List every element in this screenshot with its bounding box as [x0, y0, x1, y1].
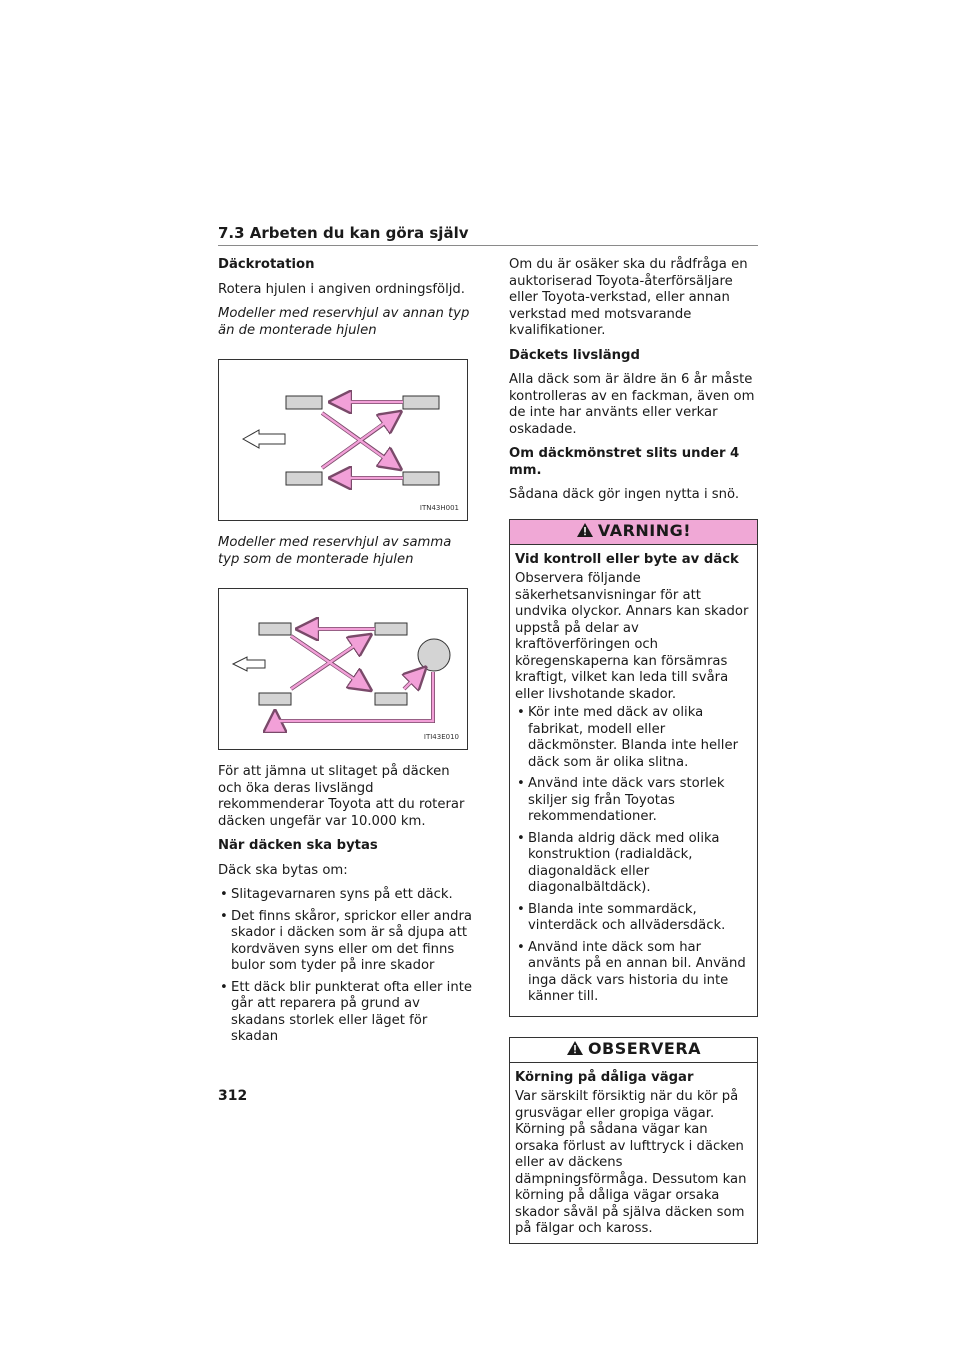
spare-tire-icon: [418, 639, 450, 671]
list-item: • Använd inte däck vars storlek skiljer sig från Toyotas rekommendationer.: [515, 776, 752, 826]
list-item: • Kör inte med däck av olika fabrikat, modell eller däckmönster. Blanda inte heller däck som är olika slitna.: [515, 705, 752, 771]
replace-list: [218, 887, 472, 1046]
rotation-diagram-2: [218, 588, 468, 750]
para-unsure: Om du är osäker ska du rådfråga en auktoriserad Toyota-återförsäljare eller Toyota-verkstad, eller annan verkstad med motsvarande kvalifikationer.: [509, 257, 748, 338]
tire-rear-left: [259, 693, 291, 705]
para-tire-life: Alla däck som är äldre än 6 år måste kontrolleras av en fackman, även om de inte har använts eller verkar oskadade.: [509, 372, 755, 437]
caption-same-spare: Modeller med reservhjul av samma typ som de monterade hjulen: [218, 535, 452, 567]
list-item: • Blanda aldrig däck med olika konstruktion (radialdäck, diagonaldäck eller diagonalbältdäck).: [515, 831, 752, 897]
section-header: 7.3 Arbeten du kan göra själv: [218, 224, 469, 242]
heading-tire-rotation: Däckrotation: [218, 257, 315, 272]
heading-tread: Om däckmönstret slits under 4 mm.: [509, 446, 740, 478]
note-title: OBSERVERA: [587, 1039, 702, 1059]
direction-arrow-icon: [243, 430, 285, 448]
section-divider: [218, 245, 758, 246]
warning-body: [510, 545, 757, 1016]
tire-front-right: [403, 396, 439, 409]
left-column: [218, 257, 472, 1054]
tire-front-left: [259, 623, 291, 635]
list-item: • Ett däck blir punkterat ofta eller inte går att reparera på grund av skadans storlek eller läget för skadan: [218, 980, 472, 1046]
heading-when-replace: När däcken ska bytas: [218, 838, 378, 853]
tire-rear-right: [375, 693, 407, 705]
warning-list: [515, 705, 752, 1006]
caption-different-spare: Modeller med reservhjul av annan typ än de monterade hjulen: [218, 306, 470, 338]
warning-box: [509, 519, 758, 1017]
list-item: • Det finns skåror, sprickor eller andra skador i däcken som är så djupa att kordväven syns eller om det finns bulor som tyder på inre skador: [218, 909, 472, 975]
list-item: • Slitagevarnaren syns på ett däck.: [218, 887, 472, 904]
tire-front-left: [286, 396, 322, 409]
right-column: [509, 257, 758, 1264]
list-item: • Blanda inte sommardäck, vinterdäck och allvädersdäck.: [515, 902, 752, 935]
figure-code-1: ITN43H001: [419, 503, 459, 512]
figure-code-2: ITI43E010: [423, 732, 459, 741]
note-box: [509, 1037, 758, 1244]
warning-text: Observera följande säkerhetsanvisningar för att undvika olyckor. Annars kan skador uppstå på delar av kraftöverföringen och köregenskaperna kan försämras kraftigt, vilket kan leda till svåra eller livshotande skador.: [515, 571, 749, 702]
direction-arrow-icon: [233, 657, 265, 671]
tire-front-right: [375, 623, 407, 635]
warning-triangle-icon: [576, 522, 594, 542]
note-heading: Körning på dåliga vägar: [515, 1069, 694, 1085]
note-text: Var särskilt försiktig när du kör på grusvägar eller gropiga vägar. Körning på sådana vägar kan orsaka förlust av lufttryck i däcken eller av däckens dämpningsförmåga. Dessutom kan körning på dåliga vägar orsaka skador såväl på själva däcken som på fälgar och kaross.: [515, 1089, 747, 1236]
note-header: [510, 1038, 757, 1063]
tire-rear-right: [403, 472, 439, 485]
warning-header: [510, 520, 757, 545]
rotation-diagram-1: [218, 359, 468, 521]
heading-tire-life: Däckets livslängd: [509, 347, 640, 363]
caution-triangle-icon: [566, 1040, 584, 1060]
note-body: [510, 1063, 757, 1243]
rotation-intro: Rotera hjulen i angiven ordningsföljd.: [218, 281, 465, 297]
para-tread: Sådana däck gör ingen nytta i snö.: [509, 487, 740, 502]
tire-rear-left: [286, 472, 322, 485]
warning-title: VARNING!: [597, 521, 692, 541]
para-even-wear: För att jämna ut slitaget på däcken och öka deras livslängd rekommenderar Toyota att du roterar däcken ungefär var 10.000 km.: [218, 764, 465, 829]
page-number: 312: [218, 1088, 248, 1104]
replace-intro: Däck ska bytas om:: [218, 862, 348, 878]
list-item: • Använd inte däck som har använts på en annan bil. Använd inga däck vars historia du inte känner till.: [515, 940, 752, 1006]
warning-heading: Vid kontroll eller byte av däck: [515, 551, 739, 567]
